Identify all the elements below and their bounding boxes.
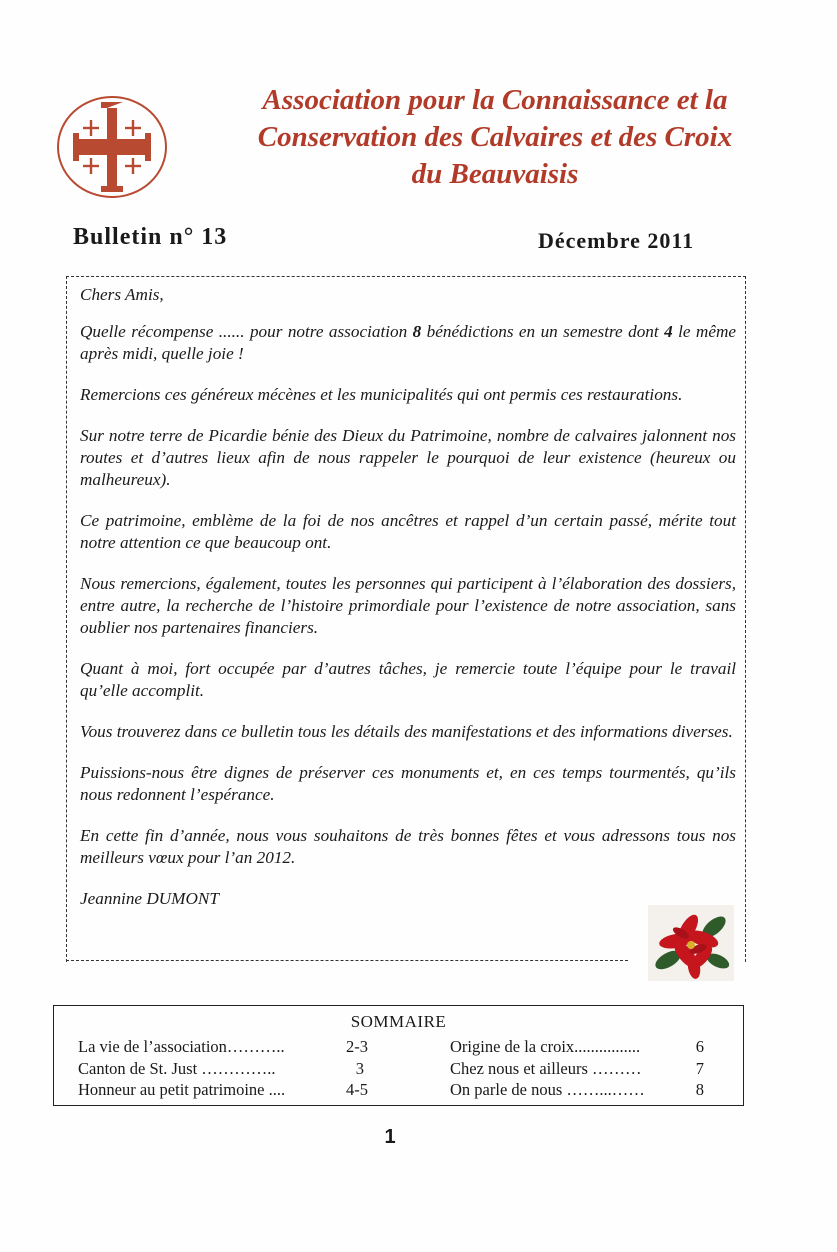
letter-paragraph: Nous remercions, également, toutes les personnes qui participent à l’élaboration des dossiers, entre autre, la recherche de l’histoire primordiale pour l’existence de notre association, sans oublier nos partenaires financiers.	[80, 574, 736, 637]
bulletin-date: Décembre 2011	[538, 228, 695, 253]
text-run-bold: 4	[664, 322, 673, 341]
association-title	[200, 82, 790, 193]
toc-entry[interactable]	[450, 1079, 704, 1101]
text-run: le même après midi, quelle joie !	[80, 322, 736, 363]
toc-entry-page: 2-3	[346, 1037, 368, 1056]
jerusalem-cross-icon	[55, 94, 169, 200]
toc-entry-label: Honneur au petit patrimoine ....	[78, 1080, 286, 1099]
toc-title: SOMMAIRE	[350, 1012, 447, 1031]
toc-entry-label: Chez nous et ailleurs ………	[450, 1058, 642, 1078]
toc-entry-label: On parle de nous ……...……	[450, 1080, 645, 1099]
letter-paragraph: Remercions ces généreux mécènes et les municipalités qui ont permis ces restaurations.	[80, 385, 683, 404]
page-number: 1	[384, 1126, 396, 1148]
letter-signature: Jeannine DUMONT	[80, 889, 219, 908]
text-run: Quelle récompense ...... pour notre association	[80, 322, 413, 341]
toc-entry-page: 6	[695, 1037, 704, 1056]
letter-paragraph: Puissions-nous être dignes de préserver ces monuments et, en ces temps tourmentés, qu’ils nous redonnent l’espérance.	[80, 763, 736, 804]
toc-entry[interactable]	[450, 1036, 704, 1058]
toc-entry[interactable]	[78, 1058, 368, 1080]
toc-entry-label: Canton de St. Just …………..	[78, 1058, 276, 1078]
title-line: Association pour la Connaissance et la	[262, 84, 728, 116]
text-run-bold: 8	[412, 322, 422, 341]
letter-frame-bottom	[66, 960, 628, 961]
title-line: Conservation des Calvaires et des Croix	[257, 121, 733, 153]
toc-entry-page: 8	[695, 1080, 704, 1099]
toc-entry[interactable]	[450, 1058, 704, 1080]
letter-paragraph: En cette fin d’année, nous vous souhaitons de très bonnes fêtes et vous adressons tous nos meilleurs vœux pour l’an 2012.	[80, 826, 736, 867]
letter-greeting: Chers Amis,	[80, 285, 164, 304]
letter-paragraph: Sur notre terre de Picardie bénie des Dieux du Patrimoine, nombre de calvaires jalonnent nos routes et d’autres lieux afin de nous rappeler le pourquoi de leur existence (heureux ou malheureux).	[80, 426, 736, 489]
toc-entry[interactable]	[78, 1036, 368, 1058]
letter-paragraph: Ce patrimoine, emblème de la foi de nos ancêtres et rappel d’un certain passé, mérite tout notre attention ce que beaucoup ont.	[80, 511, 736, 552]
bulletin-number: Bulletin n° 13	[73, 224, 228, 250]
letter-paragraph: Quant à moi, fort occupée par d’autres tâches, je remercie toute l’équipe pour le travail qu’elle accomplit.	[80, 659, 736, 700]
editorial-letter	[80, 284, 736, 929]
title-line: du Beauvaisis	[411, 158, 579, 190]
toc-column-right	[450, 1036, 704, 1101]
text-run: bénédictions en un semestre dont	[421, 322, 665, 341]
toc-column-left	[78, 1036, 368, 1101]
toc-entry-page: 4-5	[346, 1080, 368, 1099]
table-of-contents	[53, 1005, 744, 1106]
toc-entry[interactable]	[78, 1079, 368, 1101]
toc-entry-page: 3	[355, 1058, 364, 1078]
letter-paragraph: Vous trouverez dans ce bulletin tous les détails des manifestations et des informations diverses.	[80, 722, 733, 741]
toc-entry-label: La vie de l’association………..	[78, 1037, 285, 1056]
toc-entry-page: 7	[695, 1058, 704, 1078]
toc-entry-label: Origine de la croix................	[450, 1037, 641, 1056]
poinsettia-flower-icon	[648, 905, 734, 981]
letter-paragraph	[80, 321, 736, 365]
